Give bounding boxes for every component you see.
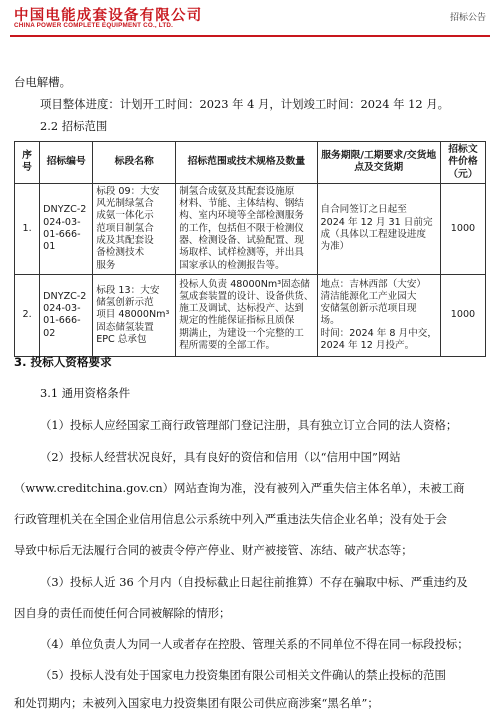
cell-scope: 投标人负责 48000Nm³固态储 氢成套装置的设计、设备供货、 施工及调试、达标投产、达到 规定的性能保证指标且质保 期满止，为建设一个完整的工 程所需要的全部工作。 <box>176 274 317 356</box>
section-3-heading: 3. 投标人资格要求 <box>14 355 112 369</box>
table-header-row <box>15 142 486 184</box>
col-header-term: 服务期限/工期要求/交货地点及交货期 <box>317 142 440 184</box>
qualification-2-line4: 导致中标后无法履行合同的被责令停产停业、财产被接管、冻结、破产状态等； <box>14 543 413 557</box>
col-header-scope: 招标范围或技术规格及数量 <box>176 142 317 184</box>
qualification-2-line3: 行政管理机关在全国企业信用信息公示系统中列入严重违法失信企业名单；没有处于会 <box>14 512 447 526</box>
table-row <box>15 183 486 274</box>
col-header-no: 序号 <box>15 142 40 184</box>
bid-scope-table <box>14 141 486 357</box>
qualification-5-line1: （5）投标人没有处于国家电力投资集团有限公司相关文件确认的禁止投标的范围 <box>40 668 446 682</box>
col-header-code: 招标编号 <box>40 142 93 184</box>
section-3-1-heading: 3.1 通用资格条件 <box>40 386 131 400</box>
cell-code: DNYZC-2 024-03- 01-666- 01 <box>40 183 93 274</box>
qualification-2-line2: （www.creditchina.gov.cn）网站查询为准，没有被列入严重失信主体名单），未被工商 <box>14 481 465 495</box>
document-type-label: 招标公告 <box>449 13 486 23</box>
qualification-3-line2: 因自身的责任而使任何合同被解除的情形； <box>14 606 231 620</box>
qualification-1: （1）投标人应经国家工商行政管理部门登记注册，具有独立订立合同的法人资格； <box>40 418 458 432</box>
cell-name: 标段 13：大安 储氢创新示范 项目 48000Nm³ 固态储氢装置 EPC 总承包 <box>93 274 176 356</box>
cell-code: DNYZC-2 024-03- 01-666- 02 <box>40 274 93 356</box>
cell-no: 1. <box>15 183 40 274</box>
table-row <box>15 274 486 356</box>
col-header-name: 标段名称 <box>93 142 176 184</box>
qualification-4: （4）单位负责人为同一人或者存在控股、管理关系的不同单位不得在同一标段投标； <box>40 637 469 651</box>
company-logo-cn: 中国电能成套设备有限公司 <box>14 8 203 24</box>
cell-name: 标段 09：大安 风光制绿氢合 成氨一体化示 范项目制氢合 成及其配套设 备检测技术 服务 <box>93 183 176 274</box>
cell-no: 2. <box>15 274 40 356</box>
company-logo-en: CHINA POWER COMPLETE EQUIPMENT CO., LTD. <box>14 22 174 29</box>
qualification-3-line1: （3）投标人近 36 个月内（自投标截止日起往前推算）不存在骗取中标、严重违约及 <box>40 575 468 589</box>
qualification-2-line1: （2）投标人经营状况良好，具有良好的资信和信用（以“信用中国”网站 <box>40 450 401 464</box>
section-2-2-heading: 2.2 招标范围 <box>40 119 108 133</box>
paragraph-continuation: 台电解槽。 <box>14 75 71 89</box>
project-progress: 项目整体进度：计划开工时间：2023 年 4 月，计划竣工时间：2024 年 12 月。 <box>40 97 449 111</box>
cell-term: 地点：吉林西部（大安） 清洁能源化工产业园大 安储氢创新示范项目现 场。 时间：2024 年 8 月中交， 2024 年 12 月投产。 <box>317 274 440 356</box>
page-header <box>0 0 500 36</box>
col-header-price: 招标文件价格（元） <box>440 142 485 184</box>
qualification-5-line2: 和处罚期内；未被列入国家电力投资集团有限公司供应商涉案“黑名单”； <box>14 696 379 710</box>
cell-price: 1000 <box>440 274 485 356</box>
cell-price: 1000 <box>440 183 485 274</box>
header-divider <box>10 35 490 37</box>
cell-term: 自合同签订之日起至 2024 年 12 月 31 日前完 成（具体以工程建设进度 为准） <box>317 183 440 274</box>
cell-scope: 制氢合成氨及其配套设施原 材料、节能、主体结构、钢结 构、室内环境等全部检测服务 的工作，包括但不限于检测仪 器、检测设备、试验配置、现 场取样、试样检测等，并出具 国家承认的检测报告等。 <box>176 183 317 274</box>
